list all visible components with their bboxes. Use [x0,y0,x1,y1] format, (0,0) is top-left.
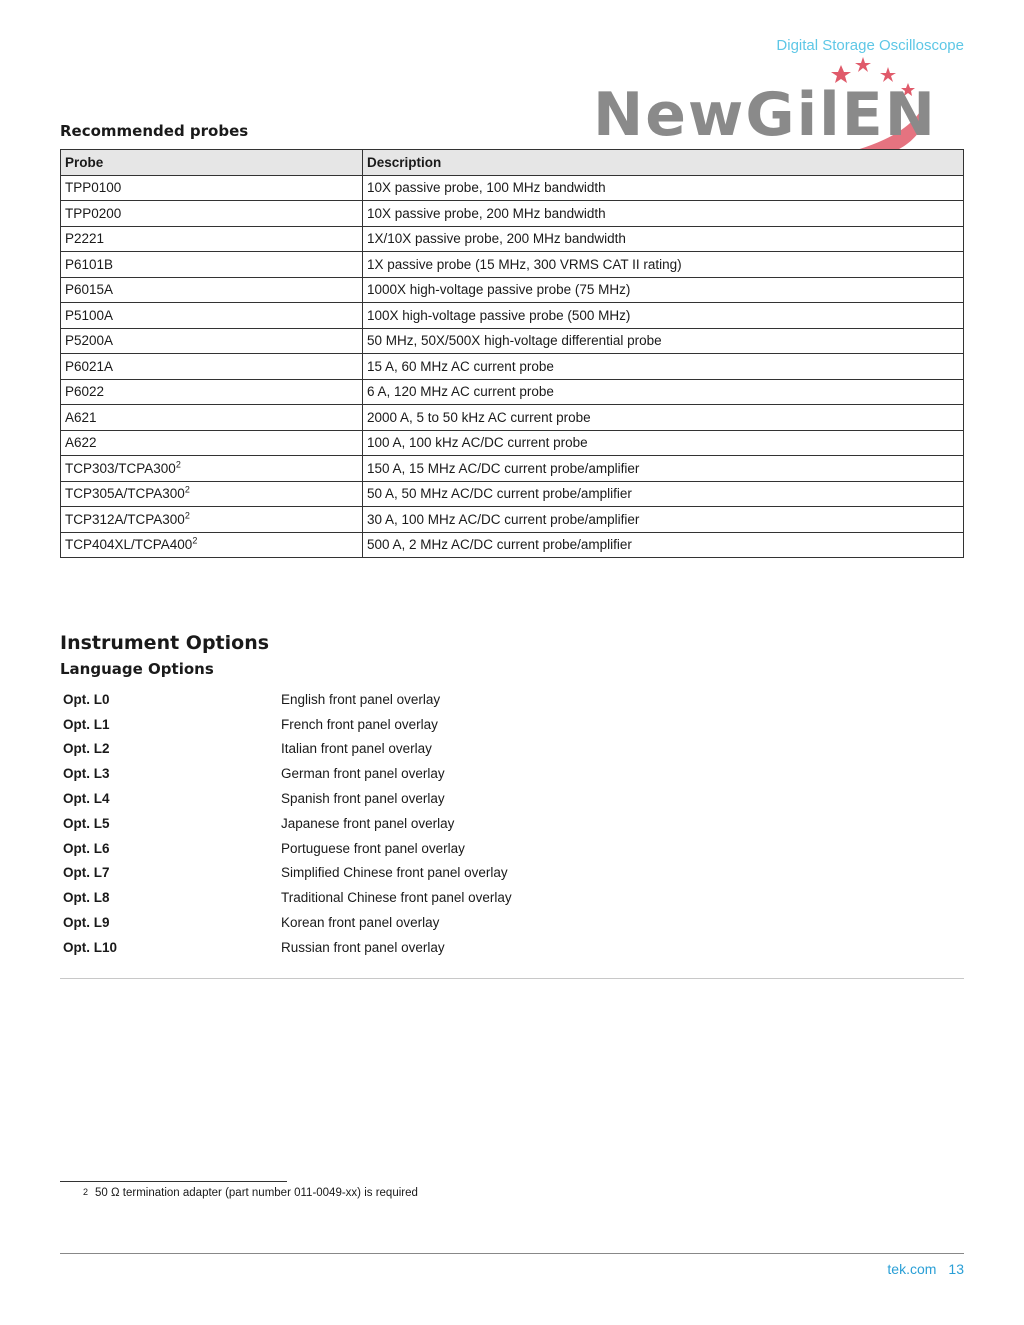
list-item [63,786,963,811]
table-header-row [61,150,964,176]
probe-model: A621 [65,409,97,425]
probe-model-cell [61,175,363,201]
footer-divider [60,1253,964,1254]
list-item [63,737,963,762]
probe-description: 50 A, 50 MHz AC/DC current probe/amplifier [363,481,964,507]
list-item [63,861,963,886]
footnote-reference: 2 [175,459,181,470]
probe-description: 10X passive probe, 100 MHz bandwidth [363,175,964,201]
probe-description: 1X/10X passive probe, 200 MHz bandwidth [363,226,964,252]
option-description: Italian front panel overlay [281,741,432,757]
table-row [61,252,964,278]
probe-model-cell [61,379,363,405]
option-code: Opt. L9 [63,915,110,931]
table-row [61,379,964,405]
probes-table [60,149,964,558]
option-description: Simplified Chinese front panel overlay [281,865,508,881]
option-code: Opt. L6 [63,840,110,856]
probe-model: P6015A [65,282,114,298]
option-description: Spanish front panel overlay [281,791,445,807]
table-row [61,456,964,482]
option-code: Opt. L3 [63,766,110,782]
page-number: 13 [948,1261,964,1277]
option-code: Opt. L7 [63,865,110,881]
list-item [63,910,963,935]
footer-site-link[interactable]: tek.com [887,1261,937,1277]
footnote [83,1187,418,1199]
probe-model: P6021A [65,358,114,374]
instrument-options-title: Instrument Options [60,632,270,654]
column-header-probe: Probe [61,150,363,176]
table-row [61,430,964,456]
probe-model: TCP404XL/TCPA400 [65,537,193,553]
option-description: Portuguese front panel overlay [281,840,465,856]
table-row [61,303,964,329]
probe-model-cell [61,405,363,431]
table-row [61,354,964,380]
probe-model: A622 [65,435,97,451]
probe-model: TPP0200 [65,205,122,221]
probe-model-cell [61,226,363,252]
table-row [61,277,964,303]
probe-model: TCP312A/TCPA300 [65,511,185,527]
option-description: French front panel overlay [281,716,438,732]
probe-model: TCP305A/TCPA300 [65,486,185,502]
option-code: Opt. L5 [63,815,110,831]
footnote-reference: 2 [192,535,198,546]
probe-description: 500 A, 2 MHz AC/DC current probe/amplifier [363,532,964,558]
table-row [61,507,964,533]
probe-model: TPP0100 [65,180,122,196]
footer [887,1261,964,1277]
footnote-reference: 2 [184,510,190,521]
probe-description: 50 MHz, 50X/500X high-voltage differential probe [363,328,964,354]
probe-description: 10X passive probe, 200 MHz bandwidth [363,201,964,227]
option-code: Opt. L4 [63,791,110,807]
option-description: English front panel overlay [281,691,441,707]
footnote-divider [60,1181,287,1182]
list-item [63,687,963,712]
probe-model-cell [61,507,363,533]
section-divider [60,978,964,979]
option-code: Opt. L10 [63,939,118,955]
option-description: German front panel overlay [281,766,445,782]
probe-model-cell [61,430,363,456]
option-code: Opt. L0 [63,691,110,707]
probe-description: 2000 A, 5 to 50 kHz AC current probe [363,405,964,431]
footnote-number: 2 [83,1187,89,1197]
table-row [61,532,964,558]
probe-model: TCP303/TCPA300 [65,460,176,476]
list-item [63,885,963,910]
list-item [63,712,963,737]
probe-model: P6101B [65,256,114,272]
probe-model: P2221 [65,231,105,247]
language-options-title: Language Options [60,660,214,678]
probe-model-cell [61,354,363,380]
probe-model: P5200A [65,333,114,349]
table-row [61,201,964,227]
probe-model-cell [61,328,363,354]
probe-description: 1000X high-voltage passive probe (75 MHz) [363,277,964,303]
table-row [61,328,964,354]
probe-model-cell [61,277,363,303]
probe-description: 100 A, 100 kHz AC/DC current probe [363,430,964,456]
table-row [61,405,964,431]
probe-model: P6022 [65,384,105,400]
logo-star [855,57,871,72]
probe-model-cell [61,303,363,329]
table-row [61,226,964,252]
probe-model-cell [61,481,363,507]
probe-model-cell [61,252,363,278]
footnote-text: 50 Ω termination adapter (part number 011-0049-xx) is required [95,1187,418,1199]
probe-model-cell [61,456,363,482]
logo-text: NewGilEN [593,80,937,150]
list-item [63,811,963,836]
probe-description: 6 A, 120 MHz AC current probe [363,379,964,405]
probe-model: P5100A [65,307,114,323]
option-description: Korean front panel overlay [281,915,440,931]
option-code: Opt. L1 [63,716,110,732]
recommended-probes-title: Recommended probes [60,122,249,140]
list-item [63,761,963,786]
language-options-list [63,687,963,960]
list-item [63,935,963,960]
probe-model-cell [61,201,363,227]
footnote-reference: 2 [184,484,190,495]
list-item [63,836,963,861]
probe-model-cell [61,532,363,558]
probe-description: 100X high-voltage passive probe (500 MHz) [363,303,964,329]
probe-description: 1X passive probe (15 MHz, 300 VRMS CAT II rating) [363,252,964,278]
probe-description: 150 A, 15 MHz AC/DC current probe/amplifier [363,456,964,482]
option-code: Opt. L8 [63,890,110,906]
probe-description: 30 A, 100 MHz AC/DC current probe/amplifier [363,507,964,533]
header-tagline: Digital Storage Oscilloscope [776,37,964,54]
option-description: Traditional Chinese front panel overlay [281,890,512,906]
option-code: Opt. L2 [63,741,110,757]
column-header-description: Description [363,150,964,176]
table-row [61,175,964,201]
option-description: Japanese front panel overlay [281,815,455,831]
table-row [61,481,964,507]
option-description: Russian front panel overlay [281,939,445,955]
probe-description: 15 A, 60 MHz AC current probe [363,354,964,380]
